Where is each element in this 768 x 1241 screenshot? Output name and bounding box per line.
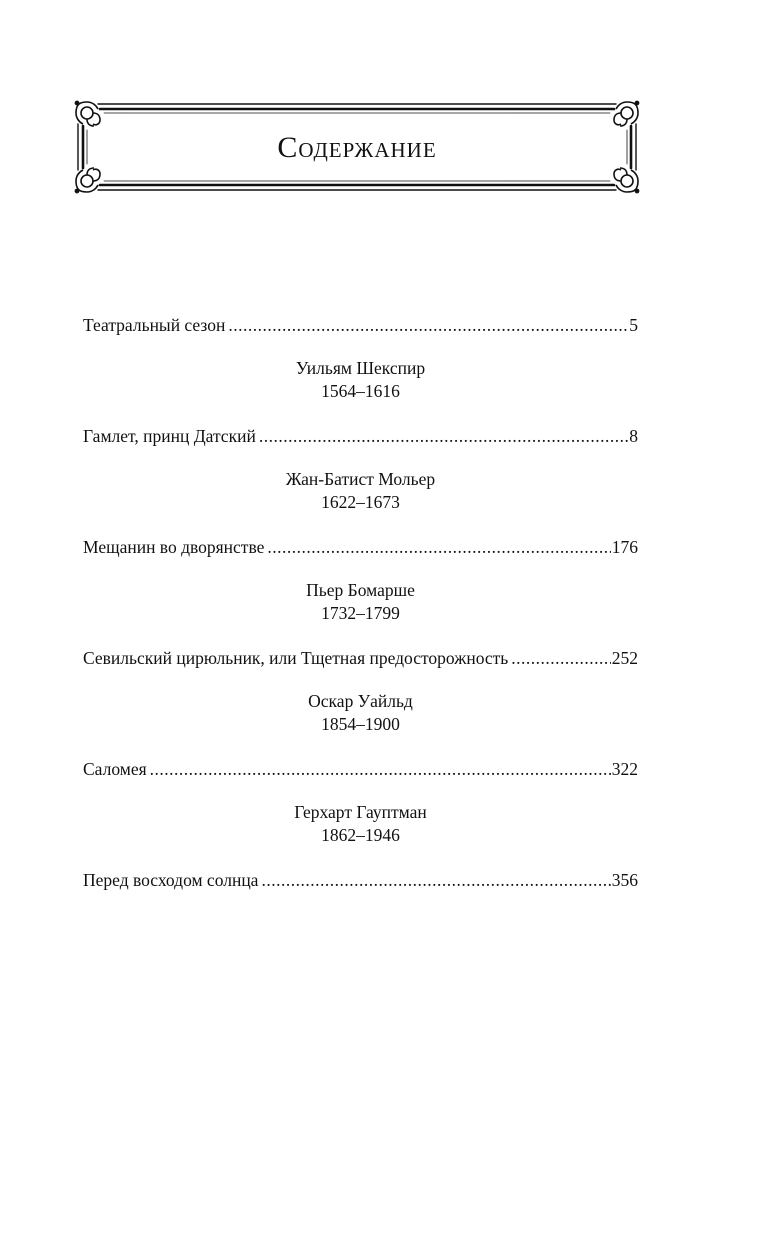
dot-leader: [259, 424, 628, 448]
author-heading-hauptmann: [83, 801, 638, 847]
author-heading-beaumarchais: [83, 579, 638, 625]
author-name: Жан-Батист Мольер: [285, 469, 436, 489]
toc-entry-title: Театральный сезон: [83, 315, 226, 335]
page-title: Содержание: [277, 131, 437, 164]
dot-leader: [511, 646, 610, 670]
dot-leader: [267, 535, 610, 559]
toc-entry-intro[interactable]: [83, 313, 638, 337]
author-name: Герхарт Гауптман: [294, 802, 427, 822]
toc-entry-page: 322: [611, 759, 638, 779]
author-years: 1622–1673: [321, 492, 400, 512]
author-name: Пьер Бомарше: [306, 580, 415, 600]
author-name: Уильям Шекспир: [295, 358, 426, 378]
author-years: 1564–1616: [321, 381, 400, 401]
toc-entry-barber[interactable]: [83, 646, 638, 670]
author-name: Оскар Уайльд: [308, 691, 413, 711]
dot-leader: [228, 313, 628, 337]
author-heading-wilde: [83, 690, 638, 736]
toc-entry-before-sunrise[interactable]: [83, 868, 638, 892]
dot-leader: [150, 757, 611, 781]
author-heading-shakespeare: [83, 357, 638, 403]
author-years: 1862–1946: [321, 825, 400, 845]
author-heading-moliere: [83, 468, 638, 514]
toc-entry-salome[interactable]: [83, 757, 638, 781]
toc-entry-page: 8: [629, 426, 638, 446]
toc-entry-title: Саломея: [83, 759, 147, 779]
toc-entry-title: Перед восходом солнца: [83, 870, 259, 890]
author-years: 1732–1799: [321, 603, 400, 623]
toc-entry-title: Гамлет, принц Датский: [83, 426, 256, 446]
toc-entry-page: 252: [611, 648, 638, 668]
toc-entry-page: 356: [611, 870, 638, 890]
toc-entry-bourgeois[interactable]: [83, 535, 638, 559]
toc-entry-page: 176: [611, 537, 638, 557]
author-years: 1854–1900: [321, 714, 400, 734]
dot-leader: [261, 868, 610, 892]
toc-entry-title: Севильский цирюльник, или Тщетная предосторожность: [83, 648, 509, 668]
toc-entry-page: 5: [629, 315, 638, 335]
toc-entry-title: Мещанин во дворянстве: [83, 537, 265, 557]
table-of-contents: [83, 313, 638, 892]
title-frame: [74, 100, 640, 194]
toc-entry-hamlet[interactable]: [83, 424, 638, 448]
